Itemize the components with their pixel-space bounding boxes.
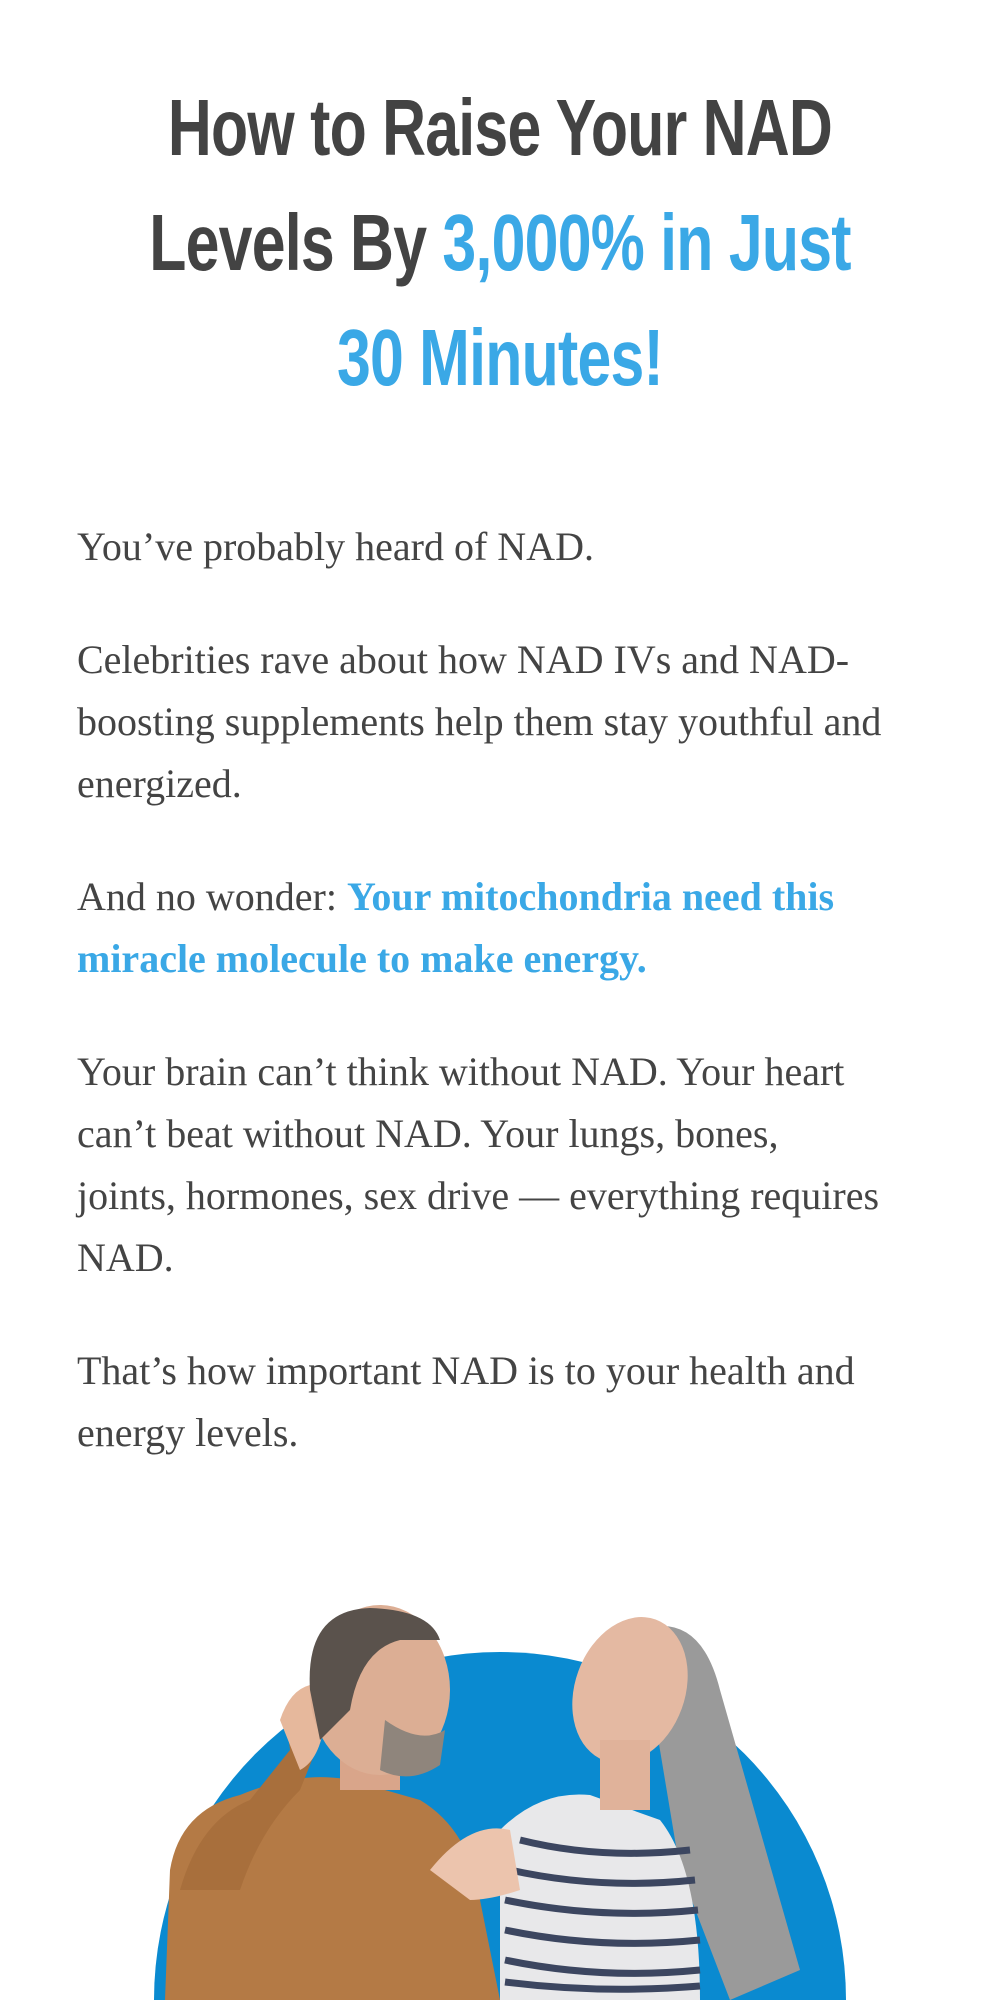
title-line-1: How to Raise Your NAD	[167, 83, 833, 172]
hero-image	[0, 1570, 1000, 2000]
title-line-3: 30 Minutes!	[336, 313, 664, 402]
paragraph-text: And no wonder:	[77, 874, 347, 919]
paragraph: That’s how important NAD is to your health and energy levels.	[77, 1348, 855, 1455]
couple-illustration	[0, 1570, 1000, 2000]
page-title	[0, 70, 1000, 415]
paragraph: Celebrities rave about how NAD IVs and NAD-boosting supplements help them stay youthful and energized.	[77, 637, 882, 806]
title-line-2	[120, 185, 880, 300]
highlight-link[interactable]: Your mitochondria need this miracle molecule to make energy.	[77, 874, 835, 981]
article-body	[77, 516, 917, 1515]
title-text: Levels By	[149, 198, 443, 287]
paragraph: Your brain can’t think without NAD. Your heart can’t beat without NAD. Your lungs, bones, joints, hormones, sex drive — everything requires NAD.	[77, 1049, 880, 1280]
woman-neck	[600, 1740, 650, 1810]
paragraph	[77, 866, 897, 990]
paragraph: You’ve probably heard of NAD.	[77, 524, 594, 569]
title-highlight: 3,000% in Just	[442, 198, 851, 287]
